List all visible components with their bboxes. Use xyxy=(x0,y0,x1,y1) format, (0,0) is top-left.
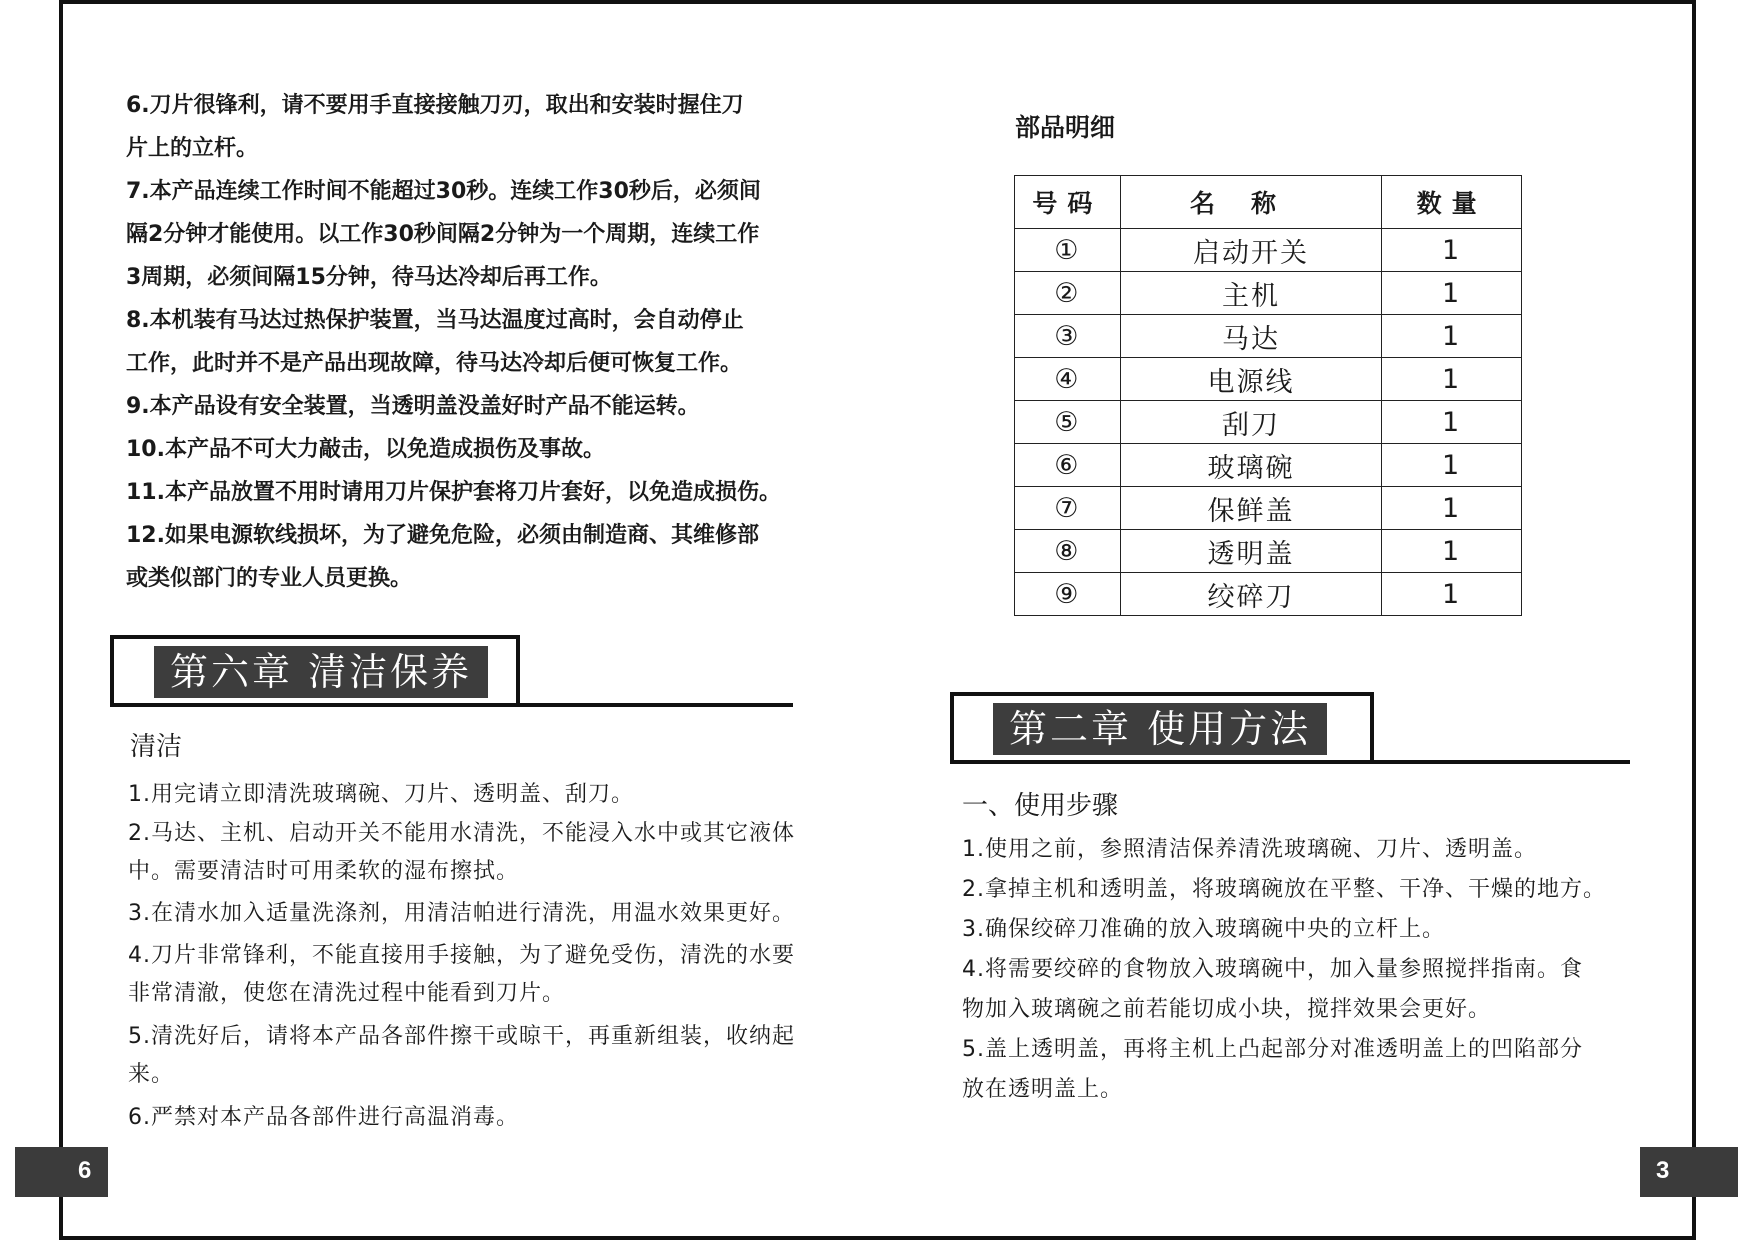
note-11: 11.本产品放置不用时请用刀片保护套将刀片套好，以免造成损伤。 xyxy=(126,480,781,505)
row-quantity: 1 xyxy=(1382,573,1522,616)
note-8: 8.本机装有马达过热保护装置，当马达温度过高时，会自动停止 工作，此时并不是产品出现故障，待马达冷却后便可恢复工作。 xyxy=(126,308,744,376)
row-number: ④ xyxy=(1015,358,1121,401)
clean-item-3: 3.在清水加入适量洗涤剂，用清洁帕进行清洗，用温水效果更好。 xyxy=(128,901,795,926)
chapter-2-title: 第二章 使用方法 xyxy=(993,703,1327,755)
page-number-left: 6 xyxy=(78,1157,92,1184)
row-name: 玻璃碗 xyxy=(1120,444,1381,487)
table-row xyxy=(1015,487,1522,530)
row-name: 绞碎刀 xyxy=(1120,573,1381,616)
row-number: ⑥ xyxy=(1015,444,1121,487)
row-name: 电源线 xyxy=(1120,358,1381,401)
clean-item-6: 6.严禁对本产品各部件进行高温消毒。 xyxy=(128,1105,519,1130)
page-number-tab-right xyxy=(1640,1147,1738,1197)
frame-bottom xyxy=(59,1236,1696,1240)
clean-item-2: 2.马达、主机、启动开关不能用水清洗，不能浸入水中或其它液体 中。需要清洁时可用柔软的湿布擦拭。 xyxy=(128,821,795,884)
step-2: 2.拿掉主机和透明盖，将玻璃碗放在平整、干净、干燥的地方。 xyxy=(962,877,1606,902)
step-1: 1.使用之前，参照清洁保养清洗玻璃碗、刀片、透明盖。 xyxy=(962,837,1537,862)
note-9: 9.本产品设有安全装置，当透明盖没盖好时产品不能运转。 xyxy=(126,394,700,419)
row-name: 保鲜盖 xyxy=(1120,487,1381,530)
note-10: 10.本产品不可大力敲击，以免造成损伤及事故。 xyxy=(126,437,605,462)
page-number-tab-left xyxy=(15,1147,108,1197)
header-name: 名称 xyxy=(1120,176,1381,229)
row-number: ① xyxy=(1015,229,1121,272)
parts-table xyxy=(1014,175,1522,616)
row-quantity: 1 xyxy=(1382,358,1522,401)
step-4: 4.将需要绞碎的食物放入玻璃碗中，加入量参照搅拌指南。食 物加入玻璃碗之前若能切成小块，搅拌效果会更好。 xyxy=(962,957,1583,1022)
table-row xyxy=(1015,315,1522,358)
clean-item-4: 4.刀片非常锋利，不能直接用手接触，为了避免受伤，清洗的水要 非常清澈，使您在清洗过程中能看到刀片。 xyxy=(128,943,795,1006)
clean-item-5: 5.清洗好后，请将本产品各部件擦干或晾干，再重新组装，收纳起 来。 xyxy=(128,1024,795,1087)
row-name: 主机 xyxy=(1120,272,1381,315)
note-7: 7.本产品连续工作时间不能超过30秒。连续工作30秒后，必须间 隔2分钟才能使用。以工作30秒间隔2分钟为一个周期，连续工作 3周期，必须间隔15分钟，待马达冷却后再工作。 xyxy=(126,179,761,290)
note-12: 12.如果电源软线损坏，为了避免危险，必须由制造商、其维修部 或类似部门的专业人员更换。 xyxy=(126,523,759,591)
row-quantity: 1 xyxy=(1382,487,1522,530)
row-number: ⑤ xyxy=(1015,401,1121,444)
row-quantity: 1 xyxy=(1382,272,1522,315)
parts-list-title: 部品明细 xyxy=(1015,113,1116,142)
frame-right xyxy=(1692,0,1696,1240)
table-row xyxy=(1015,530,1522,573)
table-row xyxy=(1015,358,1522,401)
row-quantity: 1 xyxy=(1382,530,1522,573)
row-number: ③ xyxy=(1015,315,1121,358)
table-row xyxy=(1015,573,1522,616)
clean-item-1: 1.用完请立即清洗玻璃碗、刀片、透明盖、刮刀。 xyxy=(128,782,634,807)
frame-top xyxy=(59,0,1696,4)
row-quantity: 1 xyxy=(1382,315,1522,358)
step-3: 3.确保绞碎刀准确的放入玻璃碗中央的立杆上。 xyxy=(962,917,1445,942)
header-number: 号码 xyxy=(1015,176,1121,229)
row-number: ⑧ xyxy=(1015,530,1121,573)
frame-left xyxy=(59,0,63,1240)
chapter-2-rule xyxy=(950,760,1630,764)
parts-table-header xyxy=(1015,176,1522,229)
row-quantity: 1 xyxy=(1382,229,1522,272)
table-row xyxy=(1015,272,1522,315)
note-6: 6.刀片很锋利，请不要用手直接接触刀刃，取出和安装时握住刀 片上的立杆。 xyxy=(126,93,744,161)
page-number-right: 3 xyxy=(1656,1157,1670,1184)
table-row xyxy=(1015,444,1522,487)
row-name: 启动开关 xyxy=(1120,229,1381,272)
header-quantity: 数量 xyxy=(1382,176,1522,229)
table-row xyxy=(1015,401,1522,444)
row-quantity: 1 xyxy=(1382,444,1522,487)
row-name: 马达 xyxy=(1120,315,1381,358)
chapter-6-rule xyxy=(110,703,793,707)
chapter-6-title: 第六章 清洁保养 xyxy=(154,646,488,698)
table-row xyxy=(1015,229,1522,272)
row-number: ⑦ xyxy=(1015,487,1121,530)
cleaning-subheading: 清洁 xyxy=(130,732,183,762)
row-name: 刮刀 xyxy=(1120,401,1381,444)
row-name: 透明盖 xyxy=(1120,530,1381,573)
usage-steps-subheading: 一、使用步骤 xyxy=(962,791,1119,821)
step-5: 5.盖上透明盖，再将主机上凸起部分对准透明盖上的凹陷部分 放在透明盖上。 xyxy=(962,1037,1583,1102)
row-number: ② xyxy=(1015,272,1121,315)
row-quantity: 1 xyxy=(1382,401,1522,444)
row-number: ⑨ xyxy=(1015,573,1121,616)
